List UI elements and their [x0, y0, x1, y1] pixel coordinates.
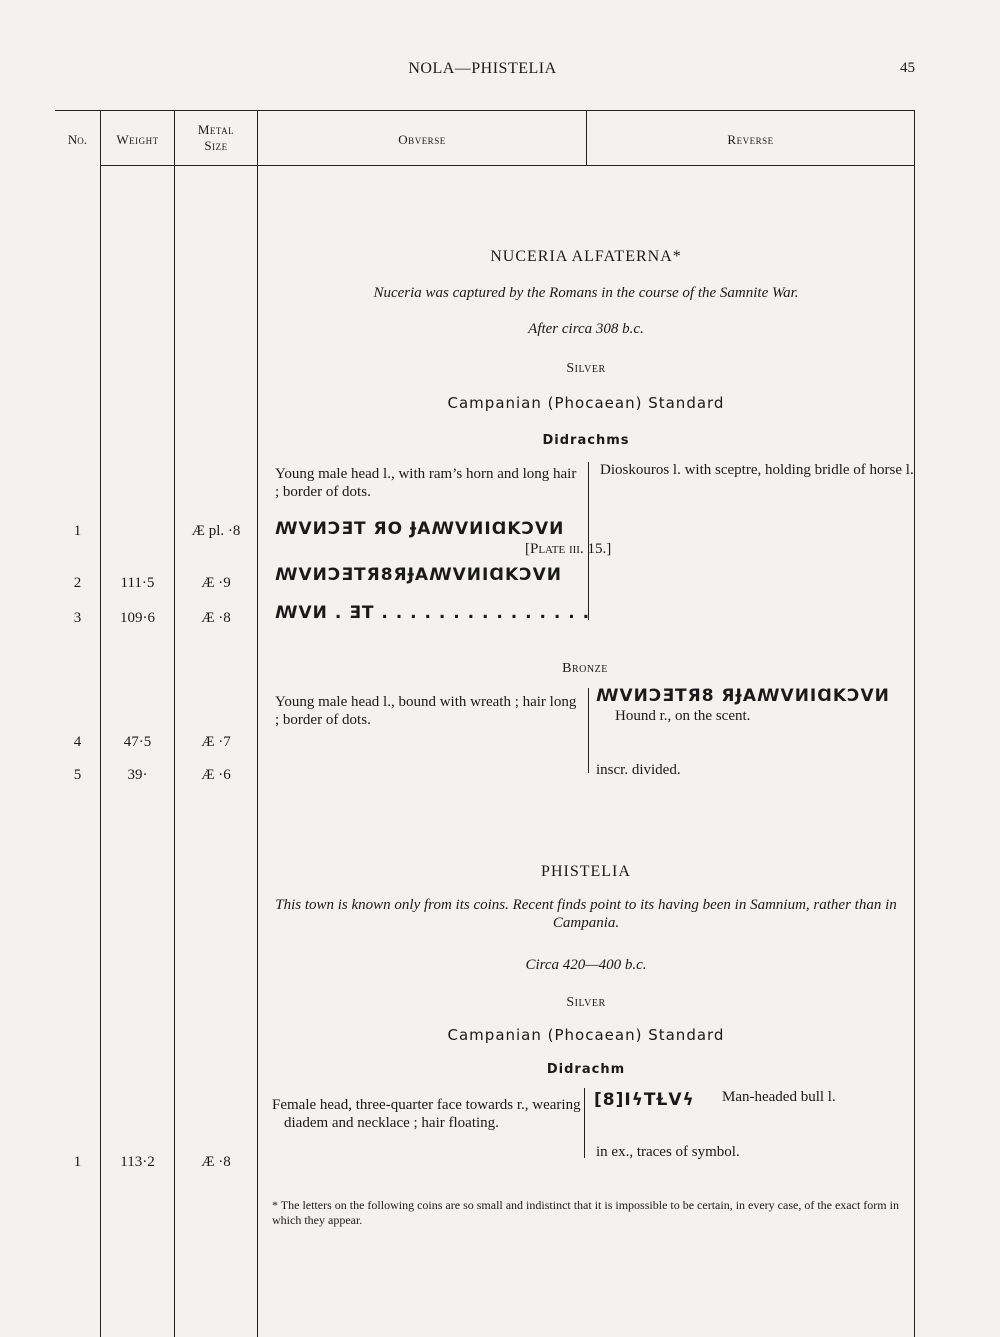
column-header-obverse: Obverse [398, 132, 446, 147]
row-1-no: 1 [73, 523, 82, 539]
table-top-rule [55, 110, 915, 111]
row-4-weight: 47·5 [123, 734, 152, 750]
row-5-weight: 39· [127, 767, 148, 783]
row-3-metal-size: Æ ·8 [201, 610, 231, 626]
phistelia-row-metal-size: Æ ·8 [201, 1154, 231, 1170]
row-4-no: 4 [73, 734, 82, 750]
row-1-inscription: ꟿVИƆƎT ЯO ɈAꟿVИIⱭKƆVИ [275, 519, 565, 539]
standard-heading: Campanian (Phocaean) Standard [447, 394, 725, 412]
bronze-reverse-description: Hound r., on the scent. [615, 708, 751, 724]
standard-heading-phistelia: Campanian (Phocaean) Standard [447, 1026, 725, 1044]
column-header-no: No. [67, 132, 88, 147]
row-1-metal-size: Æ pl. ·8 [191, 523, 241, 539]
section-note-nuceria: Nuceria was captured by the Romans in the course of the Samnite War. [373, 285, 799, 301]
phistelia-obv-rev-divider [584, 1088, 585, 1158]
section-note-phistelia: This town is known only from its coins. Recent finds point to its having been in Samnium, rather than in Campania. [275, 897, 897, 931]
bronze-inscription: ꟿVИƆƎTЯ8 ЯɈAꟿVИIⱭKƆVИ [596, 686, 890, 706]
phistelia-reverse-note: in ex., traces of symbol. [596, 1144, 740, 1160]
phistelia-row-no: 1 [73, 1154, 82, 1170]
bronze-obverse-description: Young male head l., bound with wreath ; hair long ; border of dots. [275, 694, 577, 728]
obverse-description: Young male head l., with ram’s horn and long hair ; border of dots. [275, 466, 577, 500]
row-2-weight: 111·5 [120, 575, 155, 591]
date-phistelia: Circa 420—400 b.c. [525, 957, 647, 973]
row-3-no: 3 [73, 610, 82, 626]
denomination-heading: Didrachms [542, 433, 630, 448]
running-title: NOLA—PHISTELIA [408, 60, 557, 77]
section-title-phistelia: PHISTELIA [541, 863, 631, 880]
column-header-size: Size [204, 138, 228, 153]
footnote: * The letters on the following coins are so small and indistinct that it is impossible to be certain, in every case, of the exact form in which they appear. [272, 1198, 899, 1227]
phistelia-obverse-description: Female head, three-quarter face towards r., wearing diadem and necklace ; hair floating. [272, 1097, 581, 1131]
metal-heading-silver: Silver [566, 361, 606, 376]
phistelia-row-weight: 113·2 [120, 1154, 155, 1170]
bronze-reverse-note: inscr. divided. [596, 762, 681, 778]
denomination-heading-phistelia: Didrachm [546, 1062, 626, 1077]
metal-heading-silver-phistelia: Silver [566, 995, 606, 1010]
phistelia-reverse-description: Man-headed bull l. [722, 1089, 836, 1105]
plate-reference: [Plate iii. 15.] [525, 541, 612, 557]
column-header-reverse: Reverse [727, 132, 774, 147]
row-4-metal-size: Æ ·7 [201, 734, 231, 750]
row-3-inscription: ꟿVИ . ƎT . . . . . . . . . . . . . . . [275, 603, 591, 623]
row-5-metal-size: Æ ·6 [201, 767, 231, 783]
date-nuceria: After circa 308 b.c. [528, 321, 644, 337]
row-3-weight: 109·6 [120, 610, 155, 626]
column-header-metal: Metal [197, 122, 235, 137]
row-2-no: 2 [73, 575, 82, 591]
metal-heading-bronze: Bronze [562, 661, 608, 676]
column-header-weight: Weight [116, 132, 159, 147]
row-2-metal-size: Æ ·9 [201, 575, 231, 591]
bronze-obv-rev-divider [588, 688, 589, 773]
row-2-inscription: ꟿVИƆƎTЯ8ЯɈAꟿVИIⱭKƆVИ [275, 565, 562, 585]
reverse-description: Dioskouros l. with sceptre, holding bridle of horse l. [600, 462, 914, 478]
page-number: 45 [900, 60, 915, 76]
table-header-rule [100, 165, 915, 166]
row-5-no: 5 [73, 767, 82, 783]
col-divider-right [914, 110, 915, 1337]
phistelia-inscription: [8]IϟTⱢVϟ [594, 1090, 695, 1110]
section-title-nuceria: NUCERIA ALFATERNA* [490, 248, 682, 265]
